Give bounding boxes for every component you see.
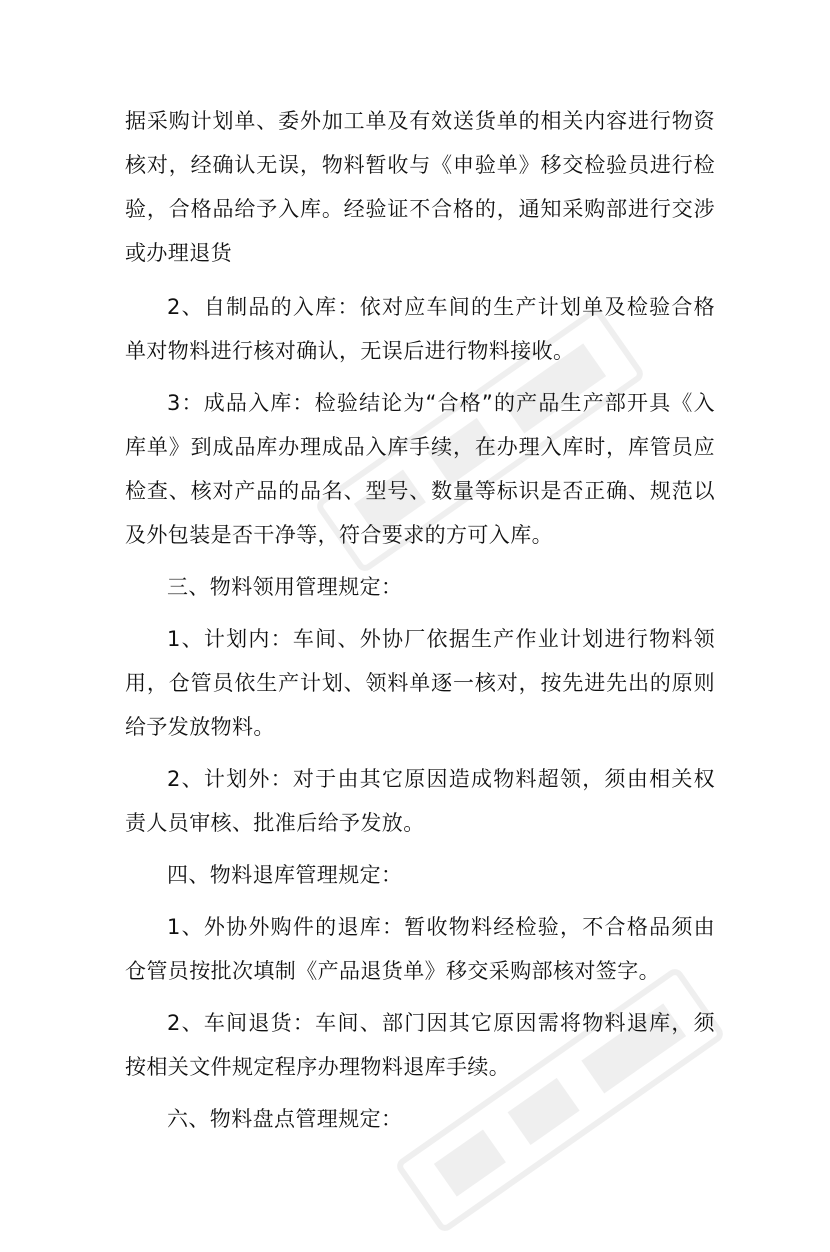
paragraph-workshop-return: 2、车间退货：车间、部门因其它原因需将物料退库，须按相关文件规定程序办理物料退库手续。 <box>125 1011 715 1079</box>
paragraph-planned-requisition: 1、计划内：车间、外协厂依据生产作业计划进行物料领用，仓管员依生产计划、领料单逐一核对，按先进先出的原则给予发放物料。 <box>125 627 715 739</box>
document-body <box>125 99 715 1149</box>
section-heading-material-return: 四、物料退库管理规定： <box>167 863 403 887</box>
paragraph-purchased-parts-return: 1、外协外购件的退库：暂收物料经检验，不合格品须由仓管员按批次填制《产品退货单》移交采购部核对签字。 <box>125 915 715 983</box>
paragraph-unplanned-requisition: 2、计划外：对于由其它原因造成物料超领，须由相关权责人员审核、批准后给予发放。 <box>125 767 715 835</box>
section-heading-material-requisition: 三、物料领用管理规定： <box>167 575 403 599</box>
section-heading-inventory-count: 六、物料盘点管理规定： <box>167 1107 403 1131</box>
paragraph-self-made-inbound: 2、自制品的入库：依对应车间的生产计划单及检验合格单对物料进行核对确认，无误后进行物料接收。 <box>125 295 715 363</box>
paragraph-finished-goods-inbound: 3：成品入库：检验结论为“合格”的产品生产部开具《入库单》到成品库办理成品入库手续，在办理入库时，库管员应检查、核对产品的品名、型号、数量等标识是否正确、规范以及外包装是否干净等，符合要求的方可入库。 <box>125 391 715 547</box>
paragraph-continued: 据采购计划单、委外加工单及有效送货单的相关内容进行物资核对，经确认无误，物料暂收与《申验单》移交检验员进行检验，合格品给予入库。经验证不合格的，通知采购部进行交涉或办理退货 <box>125 109 715 265</box>
